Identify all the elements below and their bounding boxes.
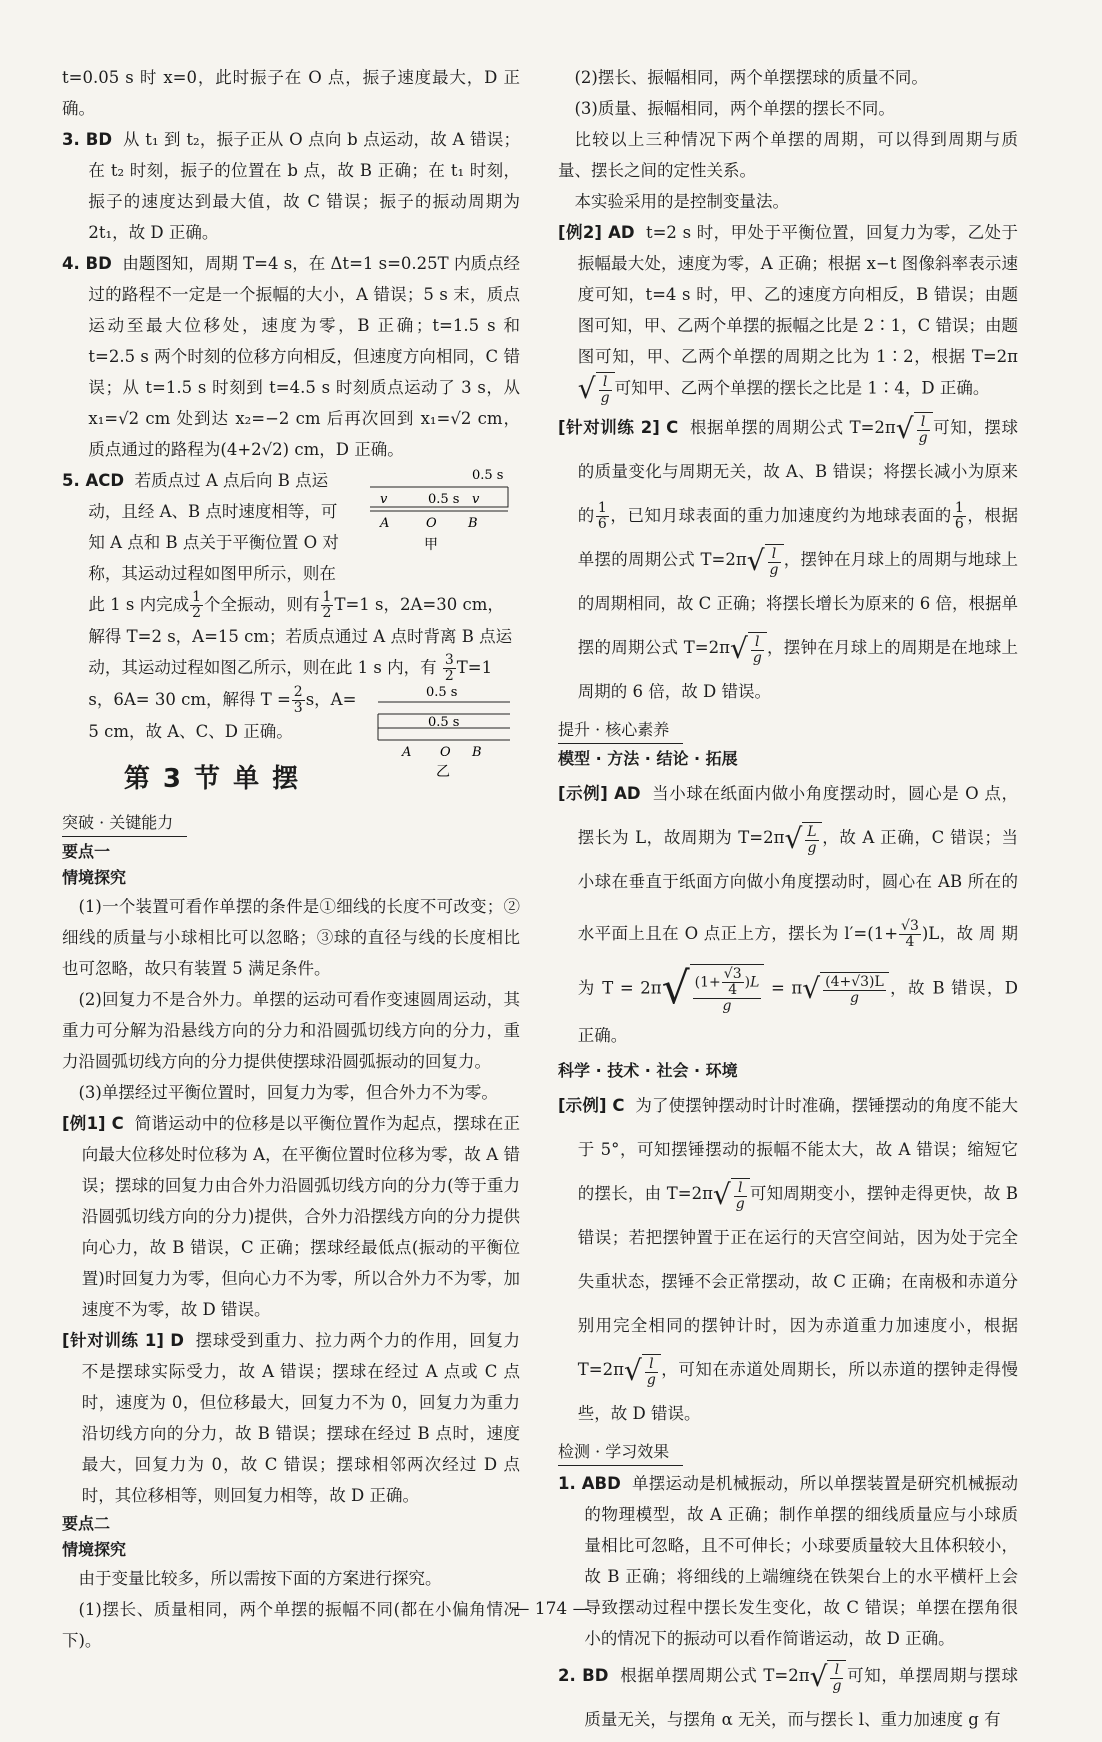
heading-sci: 科学 · 技术 · 社会 · 环境 — [558, 1061, 738, 1080]
fraction-half-2: $\frac{1}{2}$ — [322, 589, 332, 621]
point2-case1: (1)摆长、质量相同，两个单摆的振幅不同(都在小偏角情况下)。 — [62, 1600, 520, 1650]
answer-3: 3. BD 从 t₁ 到 t₂，振子正从 O 点向 b 点运动，故 A 错误；在 t₂ 时刻，振子的位置在 b 点，故 B 正确；在 t₁ 时刻，振子的速度达到最大值，故 C 错误；振子的振动周期为 2t₁，故 D 正确。 — [62, 130, 520, 242]
left-column — [62, 62, 520, 1656]
fig-jia-O: O — [426, 516, 437, 531]
fraction-half-1: $\frac{1}{2}$ — [192, 589, 202, 621]
fig-yi-B: B — [472, 745, 482, 760]
check-2: 2. BD 根据单摆周期公式 T=2π√ $\frac{l}{g}$ 可知，单摆周期与摆球质量无关，与摆角 α 无关，而与摆长 l、重力加速度 g 有 — [558, 1659, 1018, 1729]
fig-yi-time-top: 0.5 s — [426, 685, 458, 700]
sqrt-l-over-g: √ $\frac{l}{g}$ — [578, 372, 615, 406]
answer-continuation: t=0.05 s 时 x=0，此时振子在 O 点，振子速度最大，D 正确。 — [62, 68, 520, 118]
sqrt-4-plus-sqrt3-L-over-g: √ $\frac{(4+√3)L}{g}$ — [802, 972, 889, 1006]
fig-jia-time: 0.5 s — [428, 492, 460, 507]
figure-yi — [370, 684, 520, 792]
fig-jia-v2: v — [472, 492, 480, 507]
heading-point2: 要点二 — [62, 1514, 111, 1533]
fraction-two-thirds: $\frac{2}{3}$ — [293, 684, 303, 716]
section-title: 第 3 节 单 摆 — [123, 764, 301, 794]
heading-explore2: 情境探究 — [62, 1540, 127, 1559]
fraction-one-sixth: $\frac{1}{6}$ — [597, 500, 607, 532]
fig-yi-O: O — [440, 745, 451, 760]
showcase-1: [示例] AD 当小球在纸面内做小角度摆动时，圆心是 O 点，摆长为 L，故周期为 T=2π√ $\frac{L}{g}$ ，故 A 正确，C 错误；当小球在垂直于纸面方向做小角度摆动时，圆心在 AB 所在的水平面上且在 O 点正上方，摆长为 l′=(1+ $\frac{√3}{4}$ )L，故 周 期 为 T = 2π√ (1+ $\frac{√3}{4}$ )L g = π√ $\frac{(4+√3)L}{g}$ ，故 B 错误，D 正确。 — [558, 784, 1019, 1045]
explore-1: (1)一个装置可看作单摆的条件是①细线的长度不可改变；②细线的质量与小球相比可以忽略；③球的直径与线的长度相比也可忽略，故只有装置 5 满足条件。 — [62, 897, 520, 978]
point2-method: 本实验采用的是控制变量法。 — [574, 192, 789, 211]
sqrt-l-over-g: √ $\frac{l}{g}$ — [747, 544, 784, 578]
heading-explore1: 情境探究 — [62, 868, 127, 887]
page-number: — 174 — — [512, 1599, 590, 1619]
sqrt-l-over-g: √ $\frac{l}{g}$ — [896, 412, 933, 446]
heading-point1: 要点一 — [62, 842, 111, 861]
fig-jia-label: 甲 — [424, 537, 438, 553]
figure-jia — [360, 465, 520, 567]
fig-jia-time-top: 0.5 s — [472, 468, 504, 483]
explore-3: (3)单摆经过平衡位置时，回复力为零，但合外力不为零。 — [78, 1083, 498, 1102]
training-2: [针对训练 2] C 根据单摆的周期公式 T=2π√ $\frac{l}{g}$ 可知，摆球的质量变化与周期无关，故 A、B 错误；将摆长减小为原来的 $\frac{1}{6}$ ，已知月球表面的重力加速度约为地球表面的 $\frac{1}{6}$ ，根据单摆的周期公式 T=2π√ $\frac{l}{g}$ ，摆钟在月球上的周期与地球上的周期相同，故 C 正确；将摆长增长为原来的 6 倍，根据单摆的周期公式 T=2π√ $\frac{l}{g}$ ，摆钟在月球上的周期是在地球上周期的 6 倍，故 D 错误。 — [558, 411, 1019, 701]
fig-jia-v1: v — [380, 492, 388, 507]
fig-jia-A: A — [380, 516, 390, 531]
sqrt-l-over-g: √ $\frac{l}{g}$ — [810, 1660, 847, 1694]
sqrt-L-over-g: √ $\frac{L}{g}$ — [784, 822, 821, 856]
heading-breakthrough: 突破 · 关键能力 — [62, 810, 187, 837]
point2-case2: (2)摆长、振幅相同，两个单摆摆球的质量不同。 — [574, 68, 928, 87]
heading-model: 模型 · 方法 · 结论 · 拓展 — [558, 749, 738, 768]
check-1: 1. ABD 单摆运动是机械振动，所以单摆装置是研究机械振动的物理模型，故 A 正确；制作单摆的细线质量应与小球质量相比可忽略，且不可伸长；小球要质量较大且体积较小，故 B 正确；将细线的上端缠绕在铁架台上的水平横杆上会导致摆动过程中摆长发生变化，故 C 错误；单摆在摆角很小的情况下的振动可以看作简谐运动，故 D 正确。 — [558, 1474, 1018, 1648]
point2-intro: 由于变量比较多，所以需按下面的方案进行探究。 — [78, 1569, 442, 1588]
fraction-one-sixth: $\frac{1}{6}$ — [954, 500, 964, 532]
heading-check: 检测 · 学习效果 — [558, 1439, 683, 1466]
sqrt-l-over-g: √ $\frac{l}{g}$ — [624, 1354, 661, 1388]
fig-yi-A: A — [402, 745, 412, 760]
training-1: [针对训练 1] D 摆球受到重力、拉力两个力的作用，回复力不是摆球实际受力，故 A 错误；摆球在经过 A 点或 C 点时，速度为 0，但位移最大，回复力不为 0，回复力为重力沿切线方向的分力，故 B 错误；摆球在经过 B 点时，速度最大，回复力为 0，故 C 错误；摆球相邻两次经过 D 点时，其位移相等，则回复力相等，故 D 正确。 — [62, 1331, 521, 1505]
answer-5: 0.5 s 0.5 s v v A O B 甲 5. ACD 若质点过 A 点后向 B 点运动，且经 A、B 点时速度相等，可知 A 点和 B 点关于平衡位置 O 对称，其运动过程如图甲所示，则在此 1 s 内完成 $\frac{1}{2}$ 个全振动，则有 $\frac{1}{2}$ T=1 s，2A=30 cm，解得 T=2 s，A=15 cm；若质点通过 A 点时背离 B 点运动，其运动过程如图乙所示，则在此 1 s 内，有 0.5 s 0.5 s A O B 乙 $\frac{3}{2}$ T=1 s，6A= 30 cm，解得 T = $\frac{2}{3}$ s，A= 5 cm，故 A、C、D 正确。 — [62, 465, 520, 747]
fig-yi-label: 乙 — [436, 764, 450, 780]
example-1: [例1] C 简谐运动中的位移是以平衡位置作为起点，摆球在正向最大位移处时位移为 A，在平衡位置时位移为零，故 A 错误；摆球的回复力由合外力沿圆弧切线方向的分力(等于重力沿圆弧切线方向的分力)提供，合外力沿摆线方向的分力提供向心力，故 B 错误，C 正确；摆球经最低点(振动的平衡位置)时回复力为零，但向心力不为零，所以合外力不为零，加速度不为零，故 D 错误。 — [62, 1114, 520, 1319]
point2-compare: 比较以上三种情况下两个单摆的周期，可以得到周期与质量、摆长之间的定性关系。 — [558, 130, 1018, 180]
showcase-2: [示例] C 为了使摆钟摆动时计时准确，摆锤摆动的角度不能大于 5°，可知摆锤摆动的振幅不能太大，故 A 错误；缩短它的摆长，由 T=2π√ $\frac{l}{g}$ 可知周期变小，摆钟走得更快，故 B 错误；若把摆钟置于正在运行的天宫空间站，因为处于完全失重状态，摆锤不会正常摆动，故 C 正确；在南极和赤道分别用完全相同的摆钟计时，因为赤道重力加速度小，根据 T=2π√ $\frac{l}{g}$ ，可知在赤道处周期长，所以赤道的摆钟走得慢些，故 D 错误。 — [558, 1096, 1019, 1423]
point2-case3: (3)质量、振幅相同，两个单摆的摆长不同。 — [574, 99, 895, 118]
heading-lift: 提升 · 核心素养 — [558, 717, 683, 744]
sqrt-l-over-g: √ $\frac{l}{g}$ — [730, 632, 767, 666]
sqrt-complex-length: √ (1+ $\frac{√3}{4}$ )L g — [662, 964, 765, 1014]
fig-yi-time: 0.5 s — [428, 715, 460, 730]
example-2: [例2] AD t=2 s 时，甲处于平衡位置，回复力为零，乙处于振幅最大处，速度为零，A 正确；根据 x−t 图像斜率表示速度可知，t=4 s 时，甲、乙的速度方向相反，B 错误；由题图可知，甲、乙两个单摆的振幅之比是 2∶1，C 错误；由题图可知，甲、乙两个单摆的周期之比为 1∶2，根据 T=2π√ $\frac{l}{g}$ 可知甲、乙两个单摆的摆长之比是 1∶4，D 正确。 — [558, 223, 1018, 406]
fig-jia-B: B — [468, 516, 478, 531]
right-column — [558, 62, 1018, 1742]
sqrt-l-over-g: √ $\frac{l}{g}$ — [713, 1178, 750, 1212]
explore-2: (2)回复力不是合外力。单摆的运动可看作变速圆周运动，其重力可分解为沿悬线方向的分力和沿圆弧切线方向的分力，重力沿圆弧切线方向的分力提供使摆球沿圆弧振动的回复力。 — [62, 990, 520, 1071]
fraction-sqrt3-over-4: $\frac{√3}{4}$ — [901, 918, 919, 950]
answer-4: 4. BD 由题图知，周期 T=4 s，在 Δt=1 s=0.25T 内质点经过的路程不一定是一个振幅的大小，A 错误；5 s 末，质点运动至最大位移处，速度为零，B 正确；t=1.5 s 和 t=2.5 s 两个时刻的位移方向相反，但速度方向相同，C 错误；从 t=1.5 s 时刻到 t=4.5 s 时刻质点运动了 3 s，从 x₁=√2 cm 处到达 x₂=−2 cm 后再次回到 x₁=√2 cm，质点通过的路程为(4+2√2) cm，D 正确。 — [62, 254, 520, 459]
fraction-three-halves: $\frac{3}{2}$ — [444, 652, 454, 684]
